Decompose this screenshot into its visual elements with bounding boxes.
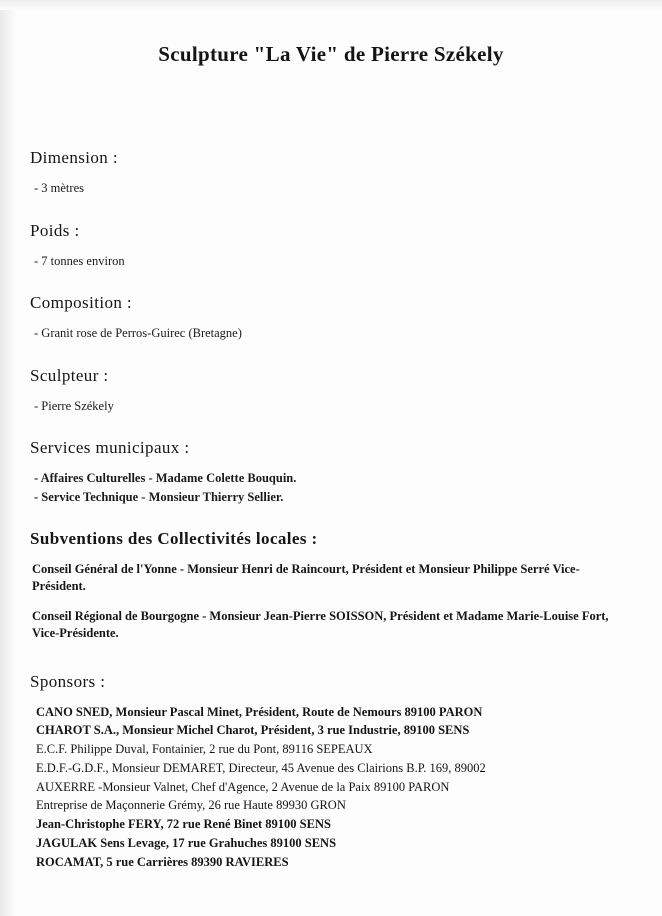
list-item: CHAROT S.A., Monsieur Michel Charot, Président, 3 rue Industrie, 89100 SENS [36,723,470,738]
spacer [30,271,630,293]
spacer [30,416,630,438]
section-heading: Poids : [30,220,80,240]
page-title: Sculpture "La Vie" de Pierre Székely [158,42,504,66]
section-line: - Pierre Székely [34,398,114,413]
spacer [30,344,630,366]
list-item: ROCAMAT, 5 rue Carrières 89390 RAVIERES [36,854,289,869]
list-item: Jean-Christophe FERY, 72 rue René Binet 89100 SENS [36,817,331,831]
section-subventions [30,529,630,642]
section-line: - Service Technique - Monsieur Thierry Sellier. [34,489,284,504]
section-line: - Affaires Culturelles - Madame Colette Bouquin. [34,471,297,485]
section-composition [30,293,630,342]
section-sponsors [30,672,630,872]
document-body [30,148,630,872]
list-item: AUXERRE -Monsieur Valnet, Chef d'Agence, 2 Avenue de la Paix 89100 PARON [36,779,450,794]
section-line: - 3 mètres [34,181,84,195]
list-item: E.C.F. Philippe Duval, Fontainier, 2 rue du Pont, 89116 SEPEAUX [36,742,373,756]
section-line: - 7 tonnes environ [34,253,125,268]
sponsor-list [30,704,630,872]
list-item: JAGULAK Sens Levage, 17 rue Grahuches 89100 SENS [36,835,337,850]
scan-edge-top [0,0,662,10]
spacer [30,656,630,672]
section-line: - Granit rose de Perros-Guirec (Bretagne) [34,326,242,340]
section-heading: Subventions des Collectivités locales : [30,529,318,548]
section-services-municipaux [30,438,630,505]
spacer [30,507,630,529]
subvention-paragraph: Conseil Général de l'Yonne - Monsieur Henri de Raincourt, Président et Monsieur Philippe Serré Vice-Président. [32,562,580,593]
list-item: Entreprise de Maçonnerie Grémy, 26 rue Haute 89930 GRON [36,798,346,813]
section-sculpteur [30,366,630,415]
section-heading: Sculpteur : [30,365,109,385]
section-dimension [30,148,630,197]
spacer [30,199,630,221]
subvention-paragraph: Conseil Régional de Bourgogne - Monsieur Jean-Pierre SOISSON, Président et Madame Marie-Louise Fort, Vice-Présidente. [32,609,609,640]
section-heading: Sponsors : [30,671,106,691]
section-heading: Composition : [30,293,133,312]
section-heading: Services municipaux : [30,438,190,457]
list-item: CANO SNED, Monsieur Pascal Minet, Président, Route de Nemours 89100 PARON [36,704,483,719]
section-heading: Dimension : [30,148,118,167]
scan-edge-left [0,0,16,916]
list-item: E.D.F.-G.D.F., Monsieur DEMARET, Directeur, 45 Avenue des Clairions B.P. 169, 89002 [36,760,486,775]
section-poids [30,221,630,270]
